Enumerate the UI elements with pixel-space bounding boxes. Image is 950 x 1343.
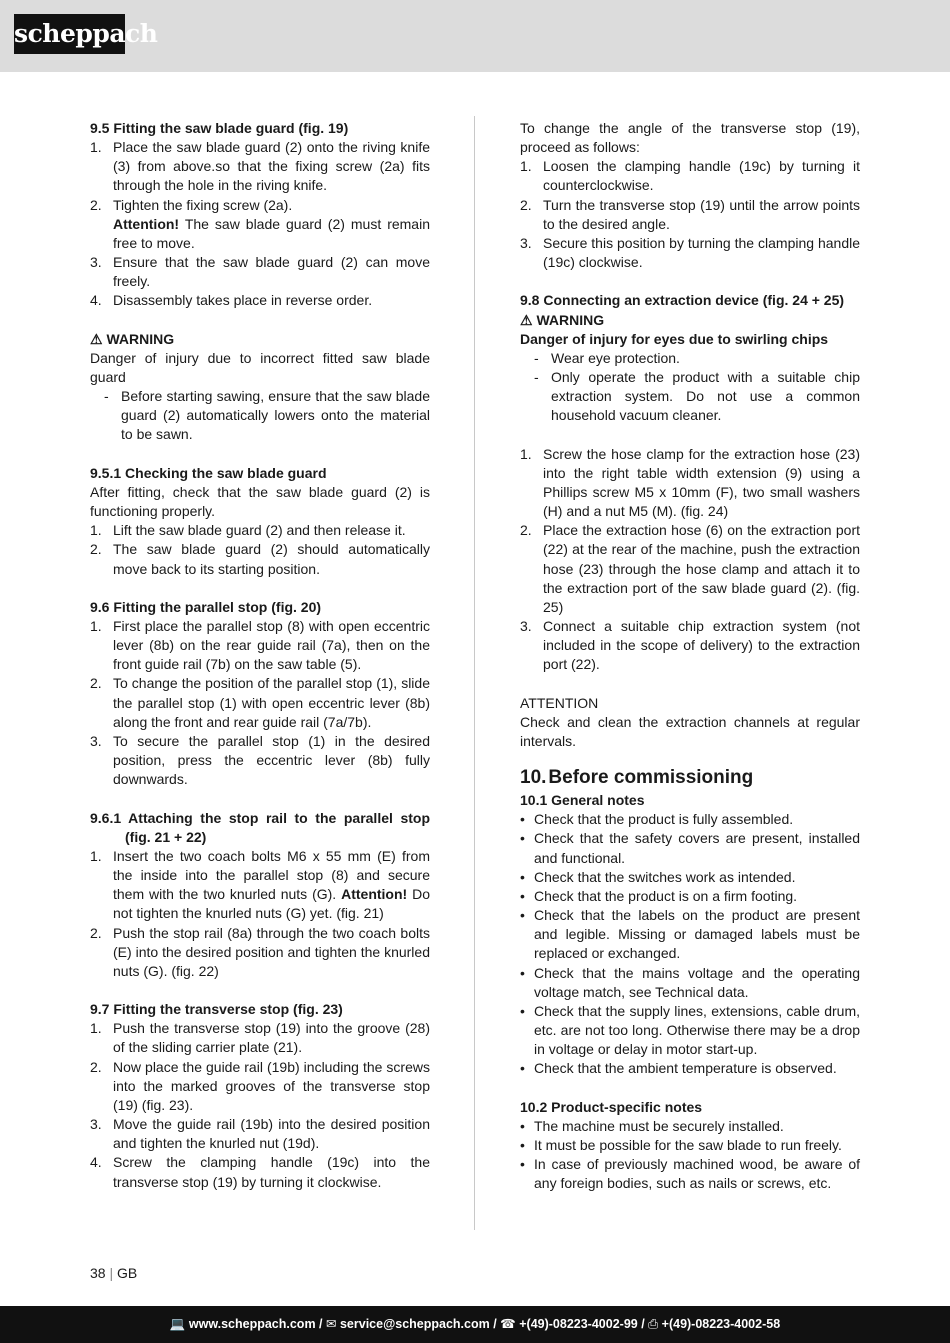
section-9-7-list [90, 1019, 430, 1191]
list-item: • Check that the product is on a firm footing. [520, 887, 860, 906]
section-10-2-list [520, 1117, 860, 1194]
section-10-2-title: 10.2 Product-specific notes [520, 1098, 703, 1115]
page-footer [0, 1306, 950, 1343]
section-9-8-title: 9.8 Connecting an extraction device (fig. 24 + 25) [520, 292, 845, 309]
list-item: 1. Loosen the clamping handle (19c) by turning it counterclockwise. [520, 158, 860, 194]
list-item: • It must be possible for the saw blade to run freely. [520, 1136, 860, 1155]
attention-label: Attention! [341, 886, 408, 903]
warning-triangle-icon: ⚠ [520, 311, 533, 328]
section-9-8-list [520, 445, 860, 675]
footer-web[interactable]: www.scheppach.com / [188, 1317, 323, 1331]
attention-text: Check and clean the extraction channels at regular intervals. [520, 713, 860, 749]
list-item: • Check that the safety covers are present, installed and functional. [520, 829, 860, 867]
list-item: - Only operate the product with a suitable chip extraction system. Do not use a common household vacuum cleaner. [520, 368, 860, 425]
section-9-6-1-subtitle: (fig. 21 + 22) [125, 828, 207, 845]
left-column [90, 119, 430, 1192]
page-number: 38 | GB [90, 1265, 138, 1281]
list-item: • Check that the labels on the product are present and legible. Missing or damaged labels must be replaced or exchanged. [520, 906, 860, 963]
list-item: 3. Secure this position by turning the clamping handle (19c) clockwise. [520, 234, 860, 271]
section-9-7-title: 9.7 Fitting the transverse stop (fig. 23) [90, 1001, 343, 1018]
list-item: 4. Screw the clamping handle (19c) into the transverse stop (19) by turning it clockwise. [90, 1154, 430, 1190]
section-10-1-title: 10.1 General notes [520, 792, 645, 809]
list-item: 2. Now place the guide rail (19b) including the screws into the marked grooves of the transverse stop (19) (fig. 23). [90, 1058, 430, 1113]
list-item: 3. Move the guide rail (19b) into the desired position and tighten the knurled nut (19d). [90, 1116, 430, 1152]
fax-icon: ⎙ [648, 1317, 659, 1331]
list-item: 3. To secure the parallel stop (1) in the desired position, press the eccentric lever (8b) fully downwards. [90, 732, 430, 788]
angle-list [520, 157, 860, 272]
warning-dash-list [90, 387, 430, 444]
warning-dash-list [520, 349, 860, 426]
right-column [520, 119, 860, 1193]
list-item: • Check that the mains voltage and the operating voltage match, see Technical data. [520, 964, 860, 1002]
list-item: 4. Disassembly takes place in reverse order. [90, 292, 373, 309]
section-9-6-1-title: 9.6.1 Attaching the stop rail to the parallel stop [90, 809, 430, 826]
scheppach-logo: scheppach [14, 14, 125, 54]
warning-heading: ⚠ WARNING [520, 311, 605, 328]
section-10-1-list [520, 810, 860, 1078]
list-item: • The machine must be securely installed. [520, 1117, 860, 1136]
list-item: 2. Place the extraction hose (6) on the extraction port (22) at the rear of the machine, push the extraction hose (23) through the hose clamp and attach it to the extraction port of the saw blade guard (2). (fig. 25) [520, 522, 860, 615]
list-item: 2. To change the position of the parallel stop (1), slide the parallel stop (1) with open eccentric lever (8b) along the front and rear guide rail (7a/7b). [90, 675, 430, 730]
list-item: 1. First place the parallel stop (8) with open eccentric lever (8b) on the rear guide rail (7a), then on the front guide rail (7b) on the saw table (5). [90, 618, 430, 673]
list-item: • Check that the product is fully assembled. [520, 810, 860, 829]
list-item: 2. Tighten the fixing screw (2a). Attention! The saw blade guard (2) must remain free to move. [90, 196, 430, 251]
footer-fax: +(49)-08223-4002-58 [661, 1317, 781, 1331]
computer-icon: 💻 [169, 1317, 186, 1331]
section-9-6-1-list [90, 847, 430, 981]
attention-label: Attention! [113, 215, 180, 232]
section-9-5-1-intro: After fitting, check that the saw blade guard (2) is functioning properly. [90, 483, 430, 520]
phone-icon: ☎ [500, 1317, 516, 1331]
list-item: • Check that the ambient temperature is observed. [520, 1059, 860, 1078]
list-item: 2. Turn the transverse stop (19) until the arrow points to the desired angle. [520, 196, 860, 232]
list-item: 1. Lift the saw blade guard (2) and then release it. [90, 522, 406, 539]
list-item: - Before starting sawing, ensure that the saw blade guard (2) automatically lowers onto the material to be sawn. [90, 387, 430, 444]
section-9-6-list [90, 617, 430, 789]
warning-heading: ⚠ WARNING [90, 330, 175, 347]
list-item: 1. Insert the two coach bolts M6 x 55 mm (E) from the inside into the parallel stop (8) and secure them with the two knurled nuts (G). Attention! Do not tighten the knurled nuts (G) yet. (fig. 21) [90, 847, 430, 922]
section-10-title: 10. Before commissioning [520, 767, 754, 789]
list-item: 1. Place the saw blade guard (2) onto the riving knife (3) from above.so that the fixing screw (2a) fits through the hole in the riving knife. [90, 139, 430, 194]
list-item: 2. Push the stop rail (8a) through the two coach bolts (E) into the desired position and tighten the knurled nuts (G). (fig. 22) [90, 924, 430, 979]
list-item: 2. The saw blade guard (2) should automatically move back to its starting position. [90, 541, 430, 577]
list-item: • In case of previously machined wood, be aware of any foreign bodies, such as nails or screws, etc. [520, 1155, 860, 1193]
section-9-5-1-title: 9.5.1 Checking the saw blade guard [90, 464, 327, 481]
list-item: - Wear eye protection. [520, 349, 860, 368]
warning-triangle-icon: ⚠ [90, 330, 103, 347]
list-item: 1. Screw the hose clamp for the extraction hose (23) into the right table width extension (9) using a Phillips screw M5 x 10mm (F), two small washers (H) and a nut M5 (M). (fig. 24) [520, 445, 860, 520]
section-9-5-1-list [90, 521, 430, 578]
warning-subheading: Danger of injury for eyes due to swirling chips [520, 330, 829, 347]
footer-email[interactable]: service@scheppach.com / [339, 1317, 497, 1331]
section-9-5-list [90, 138, 430, 310]
list-item: 3. Ensure that the saw blade guard (2) can move freely. [90, 254, 430, 290]
mail-icon: ✉ [326, 1317, 337, 1331]
list-item: • Check that the supply lines, extensions, cable drum, etc. are not too long. Otherwise there may be a drop in voltage or delay in motor start-up. [520, 1002, 860, 1059]
section-9-6-title: 9.6 Fitting the parallel stop (fig. 20) [90, 598, 322, 615]
list-item: • Check that the switches work as intended. [520, 868, 860, 887]
attention-label: ATTENTION [520, 694, 599, 711]
angle-intro: To change the angle of the transverse stop (19), proceed as follows: [520, 120, 860, 156]
page-header [0, 0, 950, 72]
section-9-5-title: 9.5 Fitting the saw blade guard (fig. 19) [90, 120, 349, 136]
column-divider [474, 116, 475, 1230]
list-item: 1. Push the transverse stop (19) into the groove (28) of the sliding carrier plate (21). [90, 1020, 430, 1056]
list-item: 3. Connect a suitable chip extraction system (not included in the scope of delivery) to the extraction port (22). [520, 618, 860, 673]
footer-phone: +(49)-08223-4002-99 / [519, 1317, 645, 1331]
warning-text: Danger of injury due to incorrect fitted saw blade guard [90, 349, 430, 386]
